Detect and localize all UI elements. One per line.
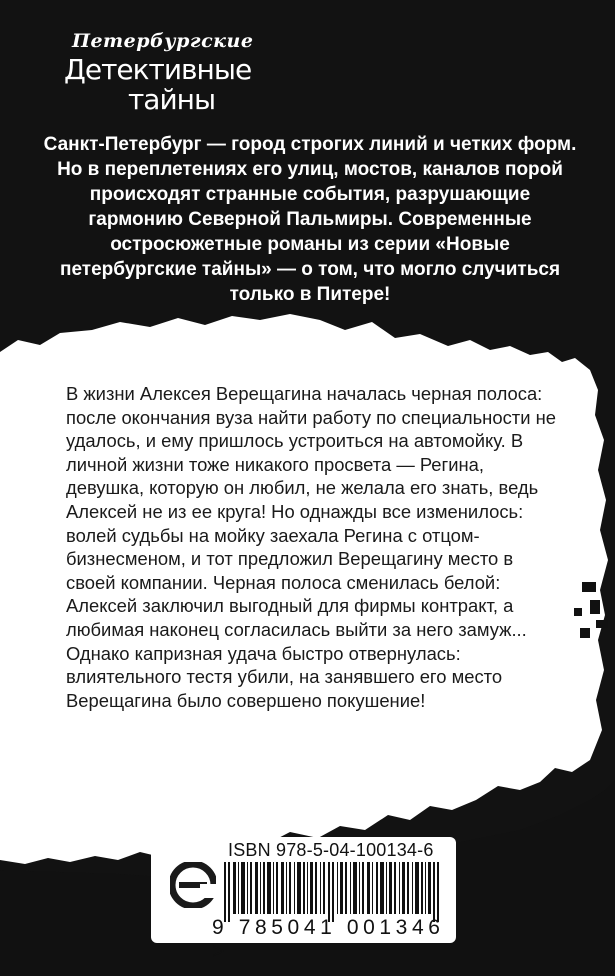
series-logo-line2: Детективные [64,53,252,86]
book-synopsis-text: В жизни Алексея Верещагина началась черная полоса: после окончания вуза найти работу по специальности не удалось, и ему пришлось устроиться на автомойку. В личной жизни тоже никакого просвета — Регина, девушка, которую он любил, не желала его знать, ведь Алексей не из ее круга! Но однажды все изменилось: волей судьбы на мойку заехала Регина с отцом-бизнесменом, и тот предложил Верещагину место в своей компании. Черная полоса сменилась белой: Алексей заключил выгодный для фирмы контракт, а любимая наконец согласилась выйти за него замуж... Однако капризная удача быстро отвернулась: влиятельного тестя убили, на занявшего его место Верещагина было совершено покушение! [66,383,556,711]
series-intro [40,132,580,307]
isbn-label: ISBN 978-5-04-100134-6 [228,840,434,860]
publisher-e-logo-icon [170,862,216,908]
book-synopsis [66,382,566,712]
series-logo [64,30,254,120]
series-logo-line1: Петербургские [72,30,254,52]
barcode-bars [224,862,449,922]
series-logo-line3: тайны [128,83,216,116]
barcode-digits: 9 785041 001346 > [212,916,445,963]
series-intro-text: Санкт-Петербург — город строгих линий и четких форм. Но в переплетениях его улиц, мостов, каналов порой происходят странные события, разрушающие гармонию Северной Пальмиры. Современные остросюжетные романы из серии «Новые петербургские тайны» — о том, что могло случиться только в Питере! [43,134,577,305]
